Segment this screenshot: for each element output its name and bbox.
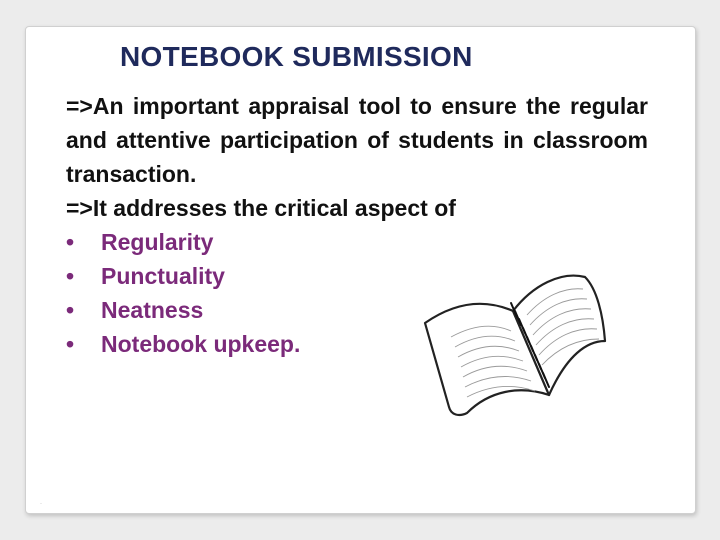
bullet-marker: •	[66, 297, 75, 323]
slide	[25, 26, 696, 514]
open-notebook-icon	[421, 245, 611, 425]
list-item-text: Regularity	[101, 229, 214, 255]
bullet-marker: •	[66, 331, 75, 357]
list-item-text: Neatness	[101, 297, 204, 323]
slide-title: NOTEBOOK SUBMISSION	[120, 41, 473, 72]
paragraph-aspects: =>It addresses the critical aspect of	[66, 195, 456, 221]
bullet-marker: •	[66, 263, 75, 289]
slide-number: ·	[40, 501, 42, 507]
list-item-text: Punctuality	[101, 263, 225, 289]
list-item-text: Notebook upkeep.	[101, 331, 301, 357]
bullet-marker: •	[66, 229, 75, 255]
paragraph-purpose: =>An important appraisal tool to ensure the regular and attentive participation of students in classroom transaction.	[66, 93, 648, 187]
